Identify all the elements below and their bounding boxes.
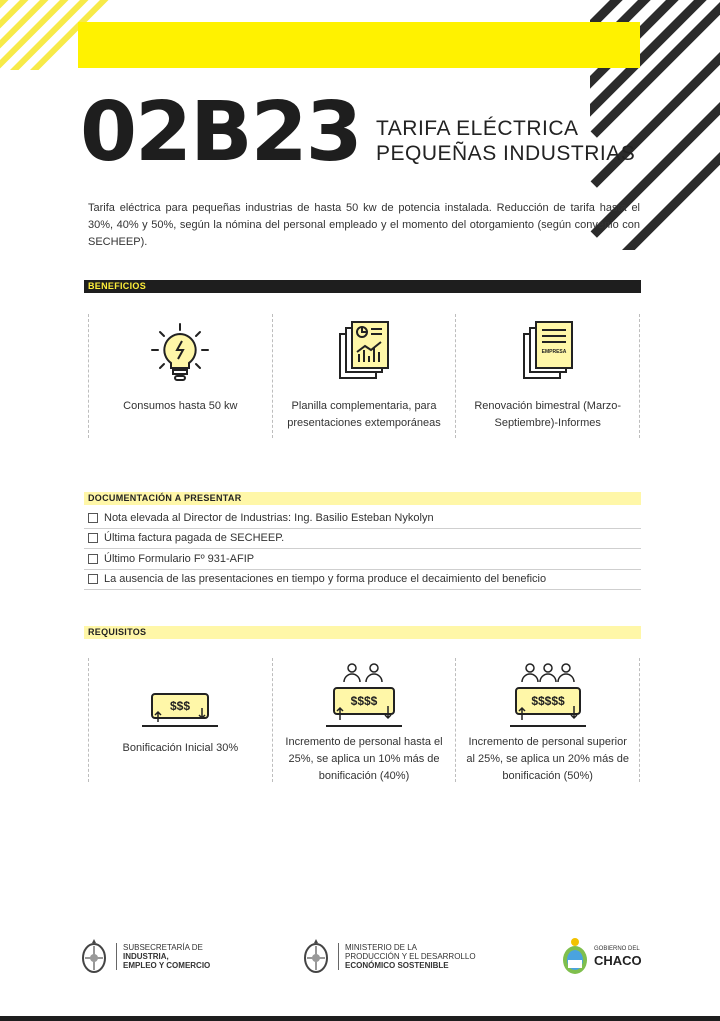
icon-text: EMPRESA bbox=[541, 349, 567, 355]
requirement-label: Incremento de personal superior al 25%, se aplica un 20% más de bonificación (50%) bbox=[466, 736, 629, 782]
money-board-icon bbox=[89, 658, 272, 728]
requirement-item bbox=[88, 658, 272, 782]
benefit-item bbox=[455, 314, 640, 438]
people-money-icon bbox=[273, 658, 456, 728]
checklist-item-label: Última factura pagada de SECHEEP. bbox=[104, 532, 285, 545]
money-text: $$$ bbox=[170, 699, 191, 713]
checklist-item-label: Nota elevada al Director de Industrias: Ing. Basilio Esteban Nykolyn bbox=[104, 511, 434, 524]
people-money-icon bbox=[456, 658, 639, 728]
bottom-rule bbox=[0, 1016, 720, 1021]
checkbox[interactable] bbox=[88, 554, 98, 564]
benefit-label: Renovación bimestral (Marzo-Septiembre)-Informes bbox=[474, 400, 622, 429]
requirement-label: Incremento de personal hasta el 25%, se aplica un 10% más de bonificación (40%) bbox=[285, 736, 443, 782]
section-heading: DOCUMENTACIÓN A PRESENTAR bbox=[88, 493, 242, 503]
footer-logos bbox=[80, 936, 640, 982]
beneficios-list bbox=[88, 314, 640, 438]
money-text: $$$$$ bbox=[530, 694, 565, 708]
checklist-item-label: La ausencia de las presentaciones en tiempo y forma produce el decaimiento del beneficio bbox=[104, 573, 547, 586]
logo-text: SUBSECRETARÍA DE INDUSTRIA, EMPLEO Y COMERCIO bbox=[116, 943, 210, 970]
title-line-1: TARIFA ELÉCTRICA bbox=[376, 117, 579, 140]
benefit-label: Consumos hasta 50 kw bbox=[123, 400, 238, 412]
checkbox[interactable] bbox=[88, 513, 98, 523]
logo-gobierno-chaco bbox=[560, 936, 642, 976]
provincial-seal-icon bbox=[302, 936, 330, 976]
requirement-item bbox=[455, 658, 640, 782]
program-code: 02B23 bbox=[80, 85, 361, 180]
checklist-item bbox=[84, 508, 641, 529]
checklist-item-label: Último Formulario Fº 931-AFIP bbox=[104, 552, 255, 565]
checklist-item bbox=[84, 570, 641, 591]
checkbox[interactable] bbox=[88, 533, 98, 543]
benefit-item bbox=[272, 314, 456, 438]
benefit-label: Planilla complementaria, para presentaciones extemporáneas bbox=[287, 400, 441, 429]
section-bar-documentacion bbox=[84, 492, 641, 505]
documentation-checklist bbox=[84, 508, 641, 590]
section-heading: BENEFICIOS bbox=[88, 281, 147, 291]
checkbox[interactable] bbox=[88, 574, 98, 584]
requirement-item bbox=[272, 658, 456, 782]
logo-subsecretaria bbox=[80, 936, 210, 976]
chaco-seal-icon bbox=[560, 936, 590, 976]
logo-text: MINISTERIO DE LA PRODUCCIÓN Y EL DESARROLLO ECONÓMICO SOSTENIBLE bbox=[338, 943, 476, 970]
benefit-item bbox=[88, 314, 272, 438]
logo-ministerio bbox=[302, 936, 476, 976]
document-stack-icon bbox=[456, 314, 639, 384]
requisitos-list bbox=[88, 658, 640, 782]
lightbulb-icon bbox=[89, 314, 272, 384]
section-bar-requisitos bbox=[84, 626, 641, 639]
money-text: $$$$ bbox=[350, 694, 378, 708]
logo-text: GOBIERNO DEL CHACO bbox=[594, 945, 642, 968]
report-chart-icon bbox=[273, 314, 456, 384]
provincial-seal-icon bbox=[80, 936, 108, 976]
page-title bbox=[376, 116, 635, 166]
section-heading: REQUISITOS bbox=[88, 627, 147, 637]
checklist-item bbox=[84, 549, 641, 570]
header-yellow-bar bbox=[78, 22, 640, 68]
title-line-2: PEQUEÑAS INDUSTRIAS bbox=[376, 142, 636, 165]
requirement-label: Bonificación Inicial 30% bbox=[122, 742, 239, 754]
section-bar-beneficios bbox=[84, 280, 641, 293]
intro-paragraph: Tarifa eléctrica para pequeñas industrias de hasta 50 kw de potencia instalada. Reducción de tarifa hasta el 30%, 40% y 50%, según la nómina del personal empleado y el momento del otorgamiento (según convenio con SECHEEP). bbox=[88, 202, 640, 248]
checklist-item bbox=[84, 529, 641, 550]
